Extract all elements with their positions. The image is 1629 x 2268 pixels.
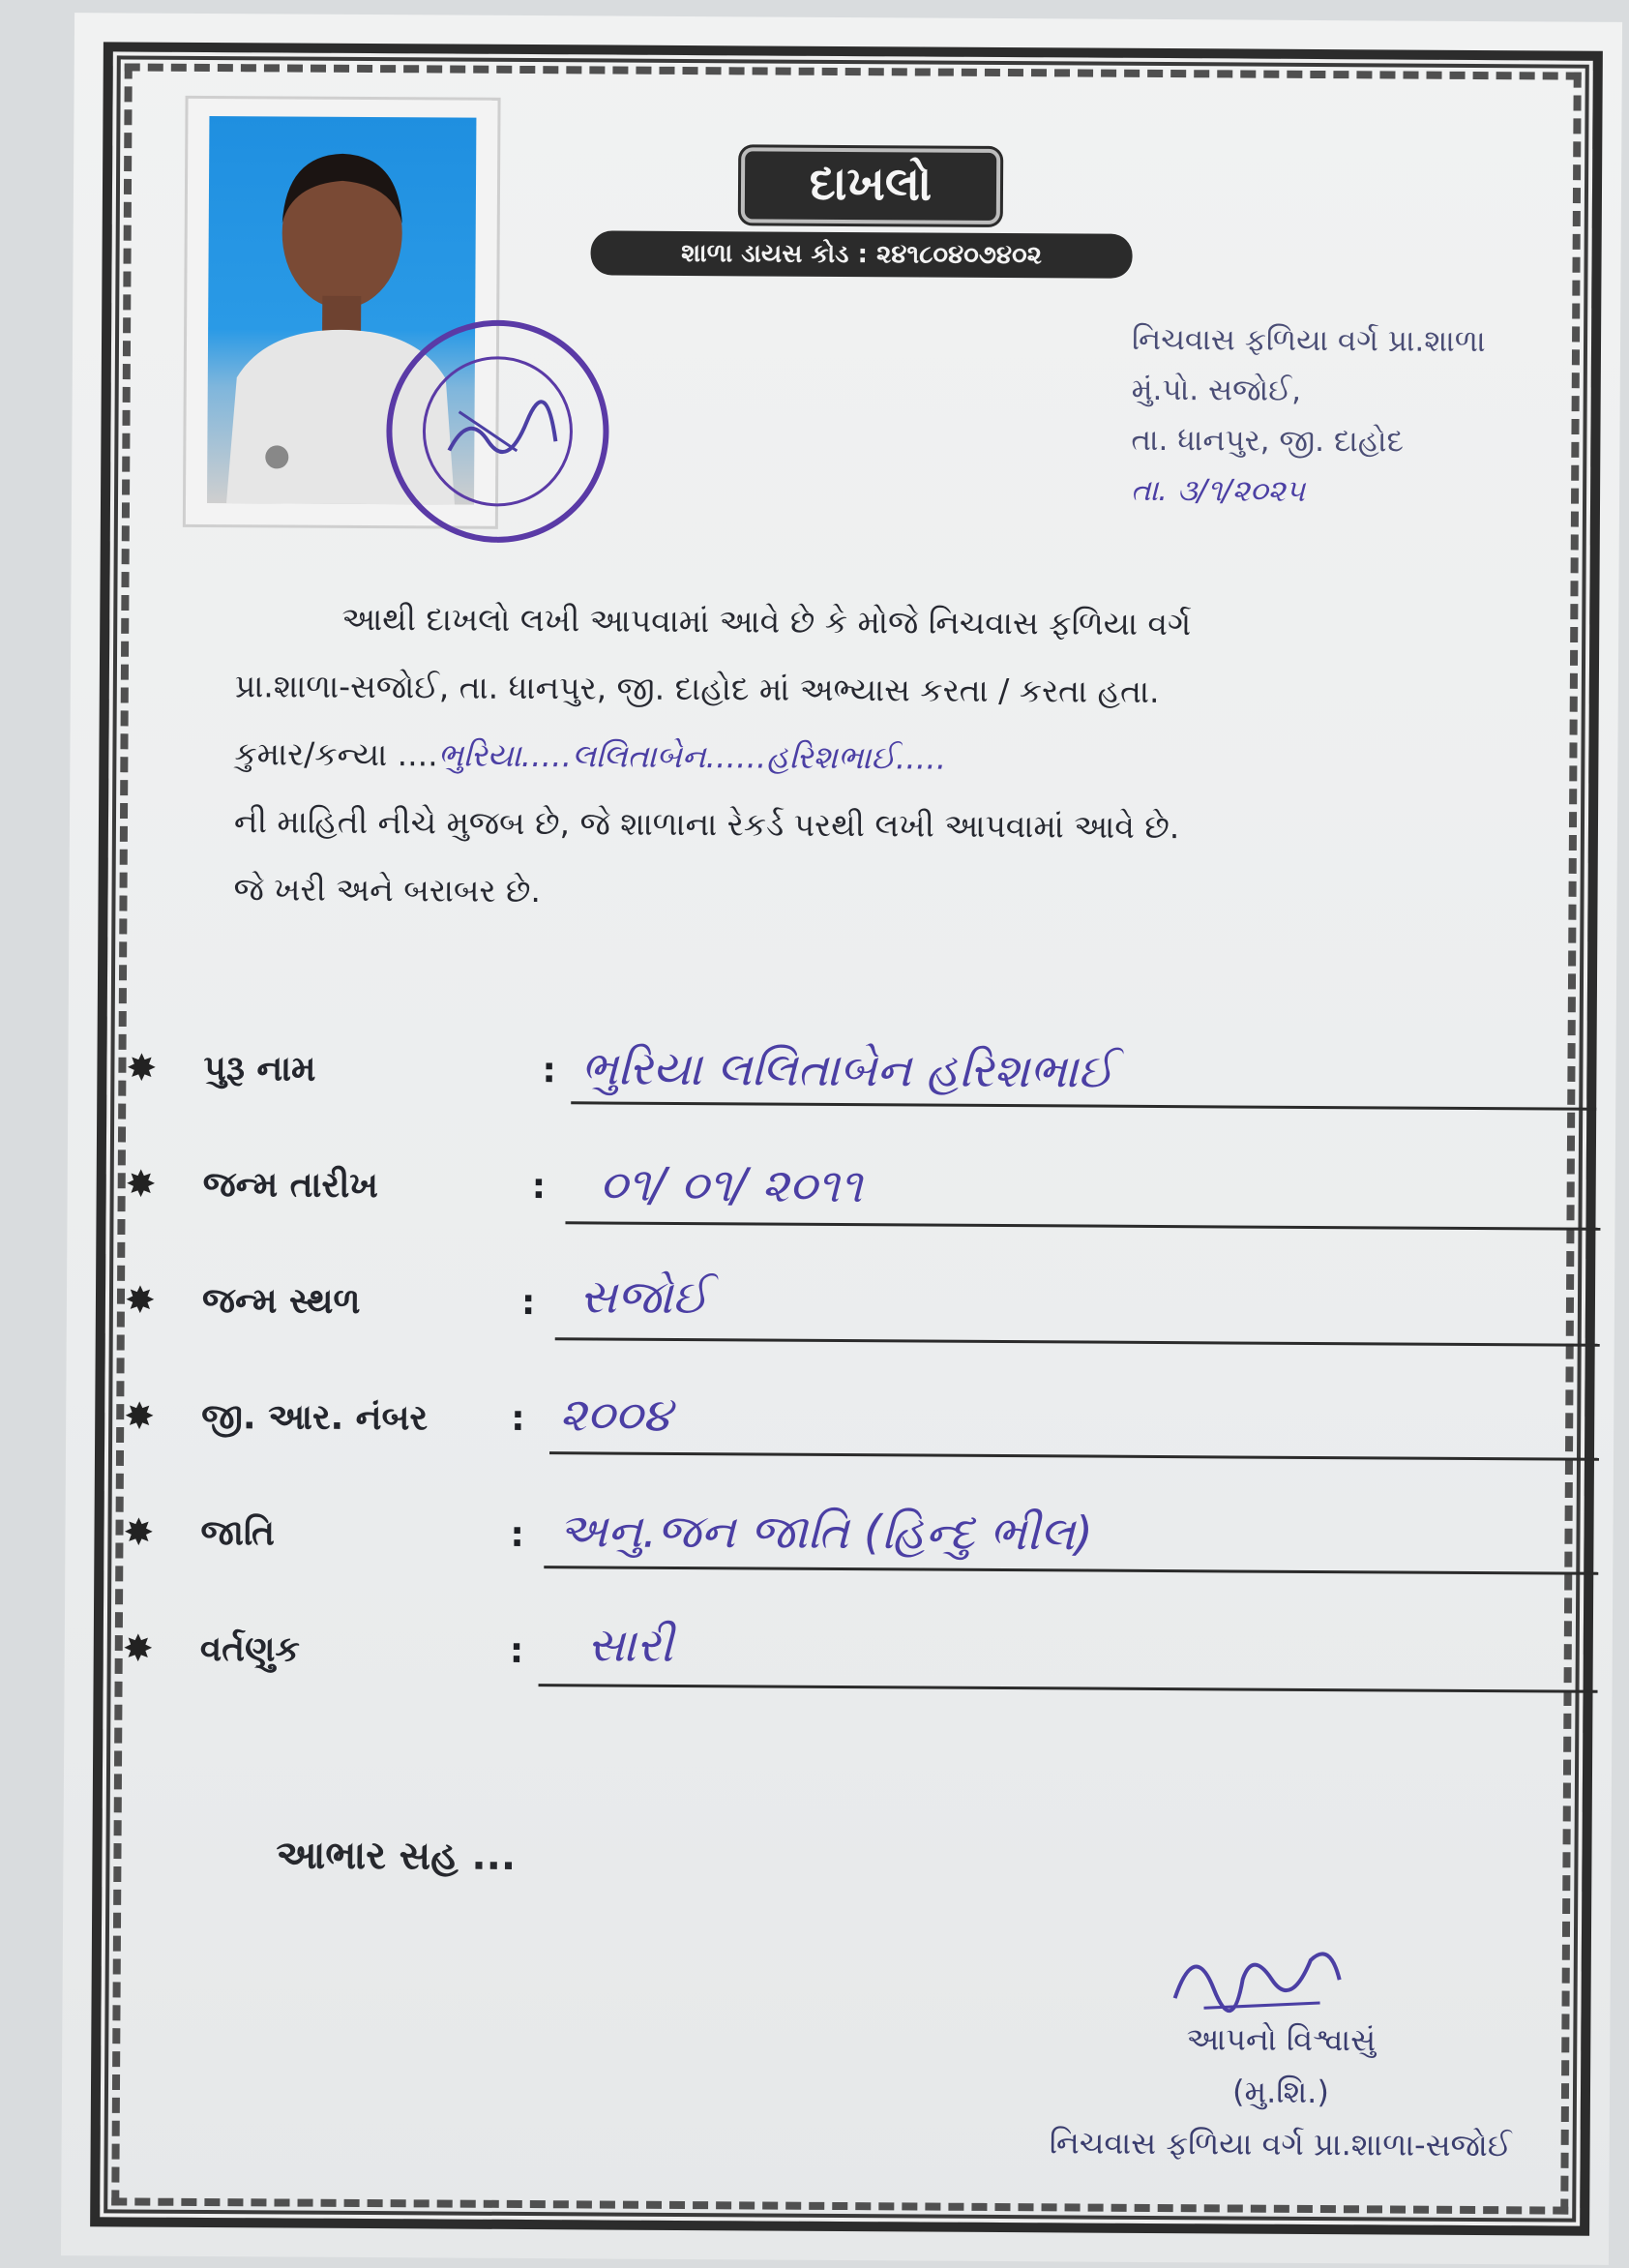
caste-value: અનુ.જન જાતિ (હિન્દુ ભીલ) xyxy=(558,1504,1094,1562)
field-birth-place xyxy=(125,1270,1595,1357)
address-line-3: તા. ધાનપુર, જી. દાહોદ xyxy=(1131,422,1405,460)
birth-date-value: ૦૧/ ૦૧/ ૨૦૧૧ xyxy=(599,1157,863,1214)
closing-text: આભાર સહ ... xyxy=(276,1833,517,1879)
student-label: કુમાર/કન્યા .... xyxy=(234,734,438,774)
field-conduct xyxy=(122,1619,1592,1705)
signatory-block xyxy=(1010,2012,1553,2171)
sun-bullet-icon: ✸ xyxy=(123,1510,155,1554)
underline xyxy=(555,1337,1600,1347)
student-name-inline: ભુરિયા.....લલિતાબેન......હરિશભાઈ..... xyxy=(437,735,947,777)
field-caste xyxy=(123,1503,1593,1589)
sun-bullet-icon: ✸ xyxy=(124,1278,156,1322)
birth-place-label: જન્મ સ્થળ xyxy=(201,1280,361,1322)
signatory-line-2: (મુ.શિ.) xyxy=(1231,2073,1330,2111)
paragraph-line-1: આથી દાખલો લખી આપવામાં આવે છે કે મોજે નિચવાસ ફળિયા વર્ગ xyxy=(341,599,1192,643)
colon: : xyxy=(511,1398,525,1440)
full-name-value: ભુરિયા લલિતાબેન હરિશભાઈ xyxy=(580,1041,1114,1099)
signatory-line-3: નિચવાસ ફળિયા વર્ગ પ્રા.શાળા-સજોઈ xyxy=(1049,2124,1512,2164)
certificate-sheet xyxy=(61,13,1622,2265)
address-line-1: નિચવાસ ફળિયા વર્ગ પ્રા.શાળા xyxy=(1131,321,1486,360)
colon: : xyxy=(531,1167,547,1208)
underline xyxy=(571,1101,1596,1110)
field-gr-number xyxy=(124,1387,1594,1473)
headmaster-signature xyxy=(1165,1930,1359,2018)
colon: : xyxy=(509,1630,524,1672)
caste-label: જાતિ xyxy=(200,1512,276,1554)
school-address xyxy=(1131,314,1586,519)
sun-bullet-icon: ✸ xyxy=(122,1626,154,1670)
gr-number-value: ૨૦૦૪ xyxy=(559,1388,672,1443)
sun-bullet-icon: ✸ xyxy=(124,1394,156,1438)
paragraph-line-4: ની માહિતી નીચે મુજબ છે, જે શાળાના રેકર્ડ પરથી લખી આપવામાં આવે છે. xyxy=(233,802,1180,847)
colon: : xyxy=(542,1051,556,1091)
underline xyxy=(544,1566,1598,1575)
birth-date-label: જન્મ તારીખ xyxy=(202,1164,379,1207)
field-birth-date xyxy=(125,1154,1595,1240)
certificate-title: દાખલો xyxy=(741,147,1000,224)
dise-code-badge: શાળા ડાયસ કોડ : ૨૪૧૮૦૪૦૭૪૦૨ xyxy=(590,230,1132,278)
certificate-paragraph xyxy=(233,584,1570,931)
gr-number-label: જી. આર. નંબર xyxy=(201,1396,429,1439)
signatory-line-1: આપનો વિશ્વાસું xyxy=(1186,2020,1377,2059)
certificate-date: તા. ૩/૧/૨૦૨૫ xyxy=(1130,472,1306,509)
colon: : xyxy=(520,1282,536,1324)
full-name-label: પુરૂ નામ xyxy=(203,1048,316,1089)
sun-bullet-icon: ✸ xyxy=(125,1162,157,1206)
paragraph-line-3 xyxy=(234,720,1569,795)
paragraph-line-5: જે ખરી અને બરાબર છે. xyxy=(233,870,542,910)
field-full-name xyxy=(126,1038,1596,1124)
underline xyxy=(565,1221,1600,1231)
paragraph-line-2: પ્રા.શાળા-સજોઈ, તા. ધાનપુર, જી. દાહોદ માં અભ્યાસ કરતા / કરતા હતા. xyxy=(234,667,1160,710)
colon: : xyxy=(510,1514,525,1556)
school-round-stamp xyxy=(352,305,644,558)
address-line-2: મું.પો. સજોઈ, xyxy=(1131,372,1302,408)
underline xyxy=(539,1684,1598,1693)
conduct-value: સારી xyxy=(586,1618,674,1673)
conduct-label: વર્તણુક xyxy=(199,1628,300,1670)
underline xyxy=(549,1451,1599,1461)
sun-bullet-icon: ✸ xyxy=(126,1046,158,1089)
birth-place-value: સજોઈ xyxy=(578,1269,709,1326)
